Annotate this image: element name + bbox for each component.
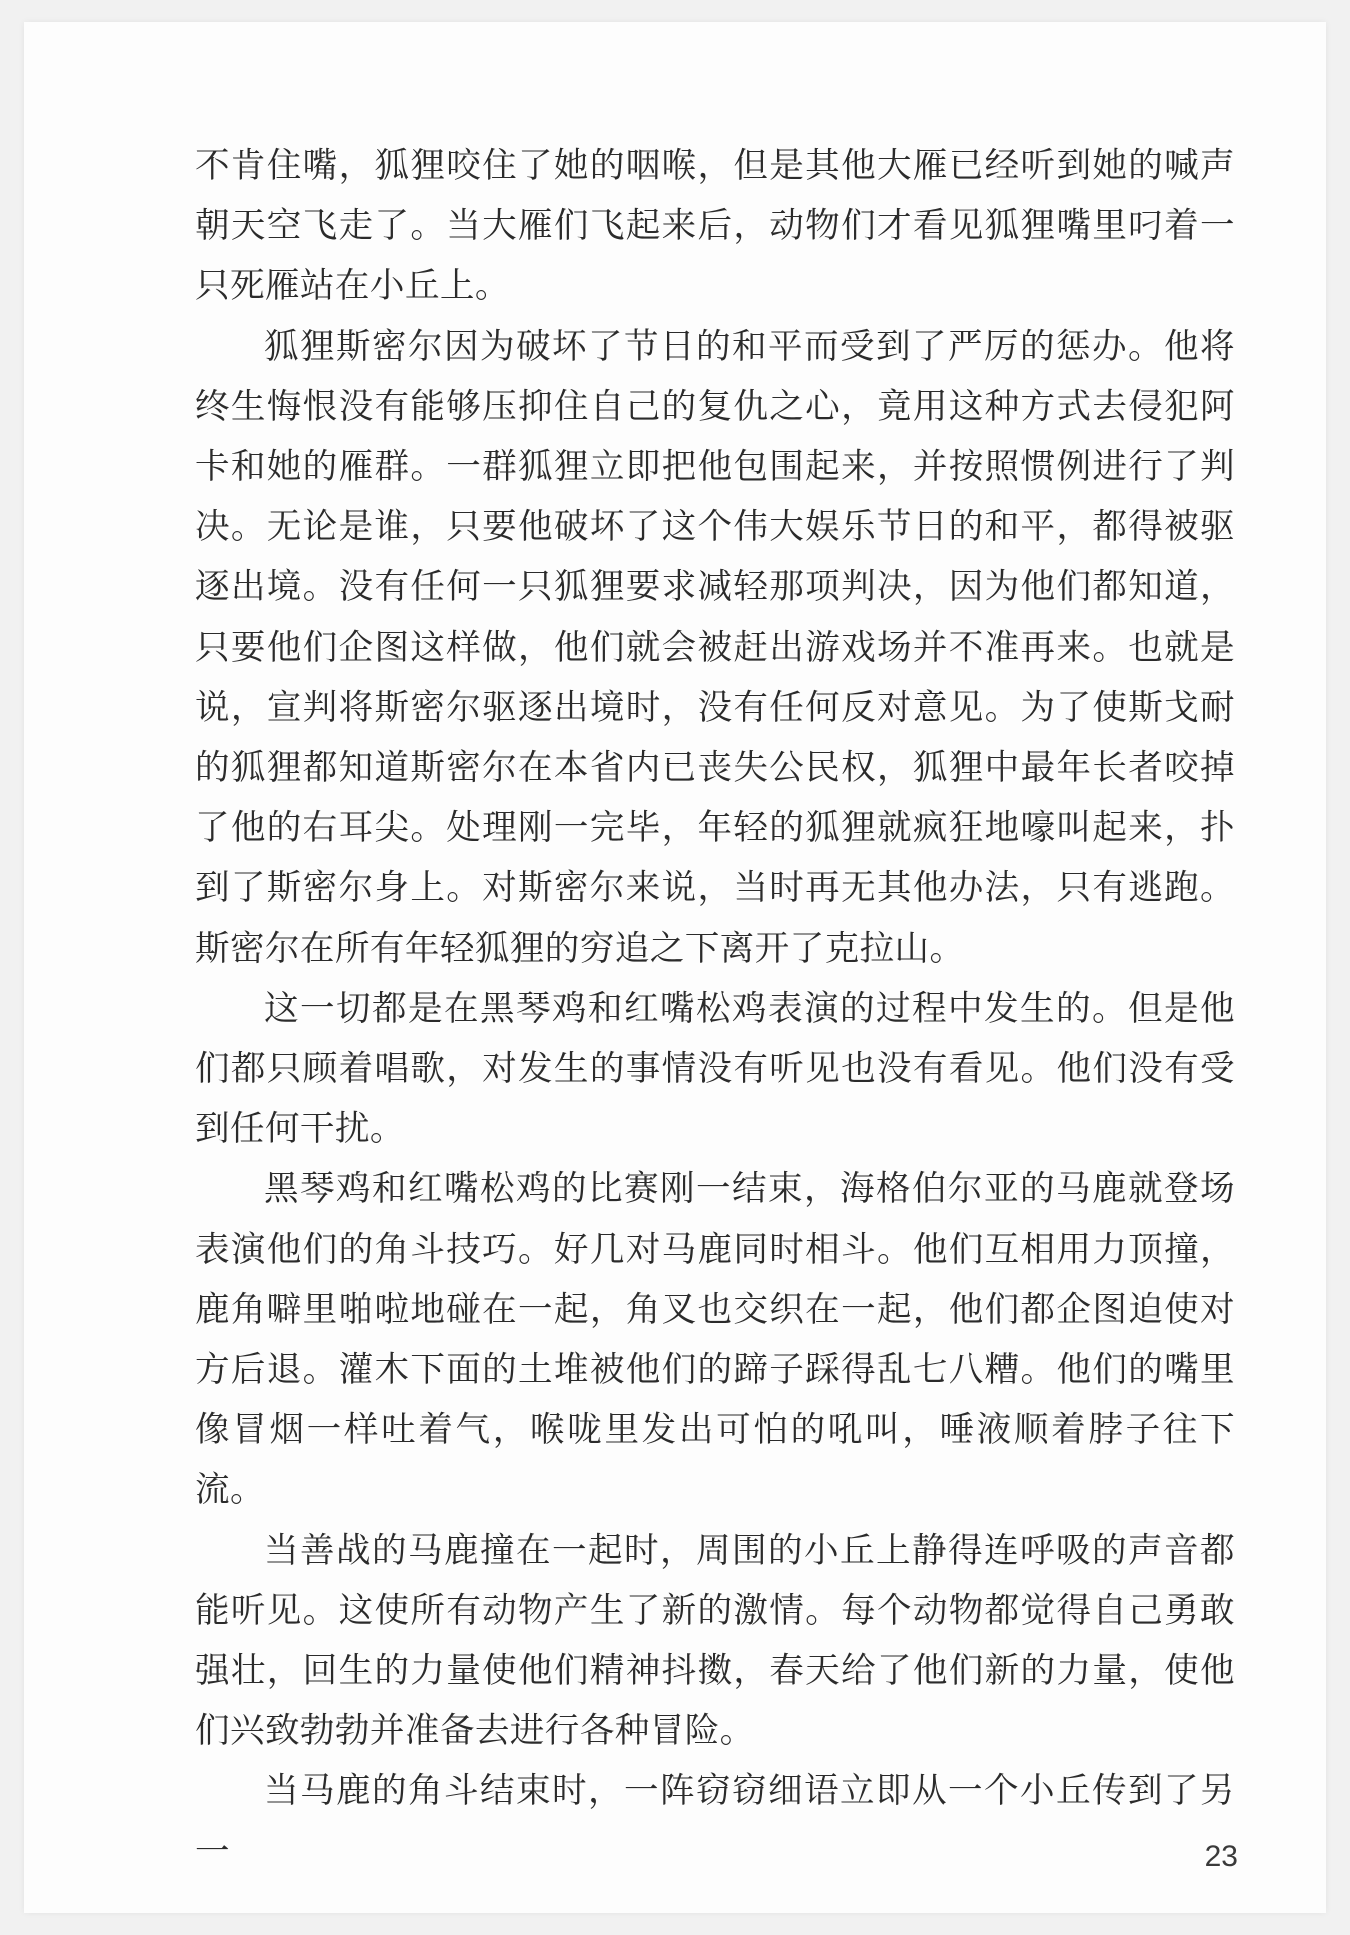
book-page xyxy=(24,22,1326,1913)
body-text xyxy=(195,136,1235,1882)
paragraph-6: 当马鹿的角斗结束时，一阵窃窃细语立即从一个小丘传到了另一 xyxy=(195,1771,1235,1872)
paragraph-3: 这一切都是在黑琴鸡和红嘴松鸡表演的过程中发生的。但是他们都只顾着唱歌，对发生的事情没有听见也没有看见。他们没有受到任何干扰。 xyxy=(195,988,1235,1150)
paragraph-5: 当善战的马鹿撞在一起时，周围的小丘上静得连呼吸的声音都能听见。这使所有动物产生了新的激情。每个动物都觉得自己勇敢强壮，回生的力量使他们精神抖擞，春天给了他们新的力量，使他们兴致勃勃并准备去进行各种冒险。 xyxy=(195,1530,1235,1752)
paragraph-4: 黑琴鸡和红嘴松鸡的比赛刚一结束，海格伯尔亚的马鹿就登场表演他们的角斗技巧。好几对马鹿同时相斗。他们互相用力顶撞，鹿角噼里啪啦地碰在一起，角叉也交织在一起，他们都企图迫使对方后退。灌木下面的土堆被他们的蹄子踩得乱七八糟。他们的嘴里像冒烟一样吐着气，喉咙里发出可怕的吼叫，唾液顺着脖子往下流。 xyxy=(195,1169,1235,1511)
paragraph-1: 不肯住嘴，狐狸咬住了她的咽喉，但是其他大雁已经听到她的喊声朝天空飞走了。当大雁们飞起来后，动物们才看见狐狸嘴里叼着一只死雁站在小丘上。 xyxy=(195,146,1235,307)
page-number: 23 xyxy=(1204,1840,1238,1873)
paragraph-2: 狐狸斯密尔因为破坏了节日的和平而受到了严厉的惩办。他将终生悔恨没有能够压抑住自己的复仇之心，竟用这种方式去侵犯阿卡和她的雁群。一群狐狸立即把他包围起来，并按照惯例进行了判决。无论是谁，只要他破坏了这个伟大娱乐节日的和平，都得被驱逐出境。没有任何一只狐狸要求减轻那项判决，因为他们都知道，只要他们企图这样做，他们就会被赶出游戏场并不准再来。也就是说，宣判将斯密尔驱逐出境时，没有任何反对意见。为了使斯戈耐的狐狸都知道斯密尔在本省内已丧失公民权，狐狸中最年长者咬掉了他的右耳尖。处理刚一完毕，年轻的狐狸就疯狂地嚎叫起来，扑到了斯密尔身上。对斯密尔来说，当时再无其他办法，只有逃跑。斯密尔在所有年轻狐狸的穷追之下离开了克拉山。 xyxy=(195,326,1235,969)
